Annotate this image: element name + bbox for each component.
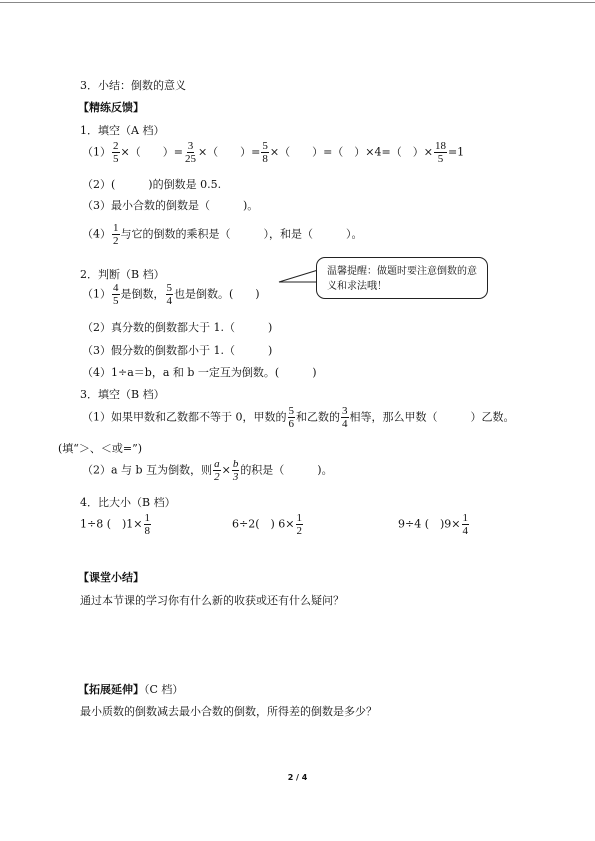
fraction: $\frac{b}{3}$ [232,458,239,483]
fraction: $\frac{4}{5}$ [113,282,119,307]
q1-p1-label: （1） [82,145,111,159]
fraction: $\frac{3}{4}$ [342,405,348,430]
q2-title: 2．判断（B 档） [80,268,165,281]
q2-part1: （1） $\frac{4}{5}$ 是倒数， $\frac{5}{4}$ 也是倒数。( ) [82,282,260,307]
fraction: $\frac{18}{5}$ [434,140,446,165]
q2-part4: （4）1÷a＝b，a 和 b 一定互为倒数。( ) [82,366,317,379]
section-class-summary-heading: 【课堂小结】 [78,571,144,584]
q1-part3: （3）最小合数的倒数是（ )。 [82,199,259,212]
q1-p1-seg: ×（ ）=（ ）×4=（ ）× [269,145,433,159]
q2-part3: （3）假分数的倒数都小于 1.（ ) [82,344,273,357]
callout-pointer [278,268,318,288]
q2-part2: （2）真分数的倒数都大于 1.（ ) [82,321,273,334]
section-extension-heading: 【拓展延伸】（C 档） [78,683,184,696]
q1-part4: （4） $\frac{1}{2}$ 与它的倒数的乘积是（ ），和是（ ）。 [82,222,363,247]
fraction: $\frac{5}{6}$ [288,405,294,430]
q1-p1-seg: =1 [447,145,465,159]
page-number: 2 / 4 [287,773,308,782]
q1-title: 1．填空（A 档） [80,124,165,137]
tip-callout [316,257,488,299]
fraction: $\frac{1}{2}$ [113,222,119,247]
q4-item: 9÷4 ( )9× $\frac{1}{4}$ [398,512,469,537]
fraction: $\frac{1}{4}$ [462,512,469,537]
fraction: $\frac{1}{2}$ [296,512,303,537]
fraction: $\frac{a}{2}$ [214,458,220,483]
fraction: $\frac{1}{8}$ [144,512,151,537]
q3-part1: （1）如果甲数和乙数都不等于 0，甲数的 $\frac{5}{6}$ 和乙数的 $\frac{3}{4}$ 相等，那么甲数（ ）乙数。 [82,405,515,430]
fraction: $\frac{5}{8}$ [262,140,268,165]
q4-title: 4．比大小（B 档） [80,496,176,509]
q3-part1-continuation: (填“＞、＜或=”) [58,442,143,455]
fraction: $\frac{5}{4}$ [166,282,172,307]
top-rule [0,2,595,3]
q3-part2: （2）a 与 b 互为倒数，则 $\frac{a}{2}$ × $\frac{b}{3}$ 的积是（ )。 [82,458,333,483]
q3-title: 3．填空（B 档） [80,388,165,401]
fraction: $\frac{3}{25}$ [184,140,196,165]
q1-p1-seg: ×（ ）= [197,145,261,159]
q1-p1-seg: ×（ ）= [120,145,183,159]
tip-text: 温馨提醒：做题时要注意倒数的意义和求法哦！ [327,266,477,292]
q1-part2: （2）( )的倒数是 0.5. [82,178,222,191]
q1-part1 [82,140,464,165]
fraction: $\frac{2}{5}$ [113,140,119,165]
section-practice-heading: 【精练反馈】 [78,101,144,114]
summary-item: 3．小结：倒数的意义 [80,79,186,92]
q4-item: 1÷8 ( )1× $\frac{1}{8}$ [80,512,151,537]
class-summary-prompt: 通过本节课的学习你有什么新的收获或还有什么疑问？ [80,594,344,607]
q4-item: 6÷2( ) 6× $\frac{1}{2}$ [232,512,303,537]
extension-question: 最小质数的倒数减去最小合数的倒数，所得差的倒数是多少？ [80,705,377,718]
